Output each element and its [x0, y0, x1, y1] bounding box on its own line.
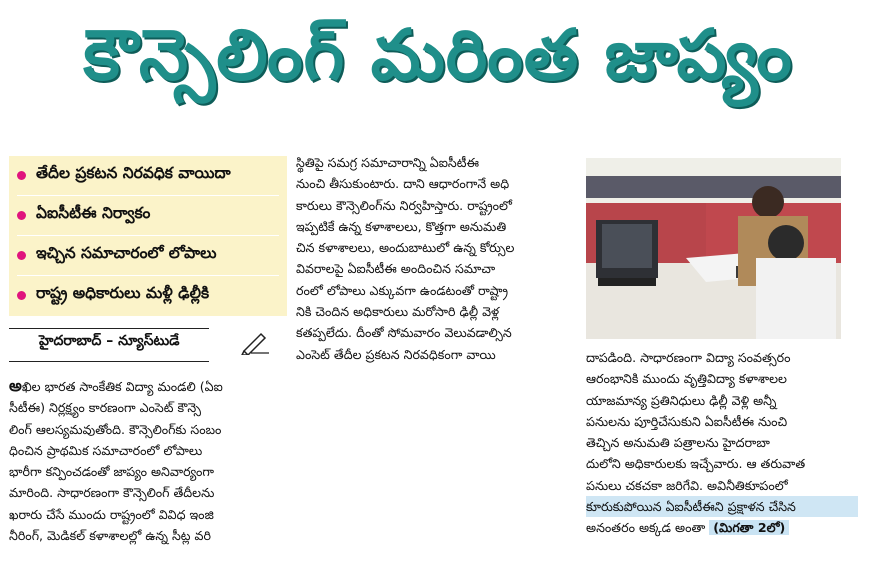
text-line: అఖిల భారత సాంకేతిక విద్యా మండలి (ఏఐ [9, 376, 223, 395]
text-line: నుంచి తీసుకుంటారు. దాని ఆధారంగానే అధి [296, 176, 510, 192]
text-line: స్థితిపై సమగ్ర సమాచారాన్ని ఏఐసీటీఈ [296, 155, 479, 170]
text-line: ఖరారు చేసే ముందు రాష్ట్రంలో వివిధ ఇంజి [9, 506, 214, 522]
text-line-highlighted: కూరుకుపోయిన ఏఐసీటీఈని ప్రక్షాళన చేసిన [586, 496, 858, 517]
text-line: దులోని అధికారులకు ఇచ్చేవారు. ఆ తరువాత [586, 456, 806, 472]
text-line: వివరాలపై ఏఐసీటీఈ అందించిన సమాచా [296, 261, 496, 277]
text-line: నీరింగ్, మెడికల్ కళాశాలల్లో ఉన్న సీట్ల వరి [9, 528, 211, 544]
text-line: ధించిన ప్రాథమిక సమాచారంలో లోపాలు [9, 442, 203, 458]
bullet-dot-icon [17, 171, 26, 180]
text-line: ఆరంభానికి ముందు వృత్తివిద్యా కళాశాలల [586, 371, 787, 387]
bullet-dot-icon [17, 251, 26, 260]
highlight-text: రాష్ట్ర అధికారులు మళ్లీ ఢిల్లీకి [36, 284, 210, 302]
highlight-item [17, 278, 209, 312]
headline: కౌన్సెలింగ్ మరింత జాప్యం [83, 13, 793, 96]
pen-icon [241, 329, 271, 355]
highlight-text: ఇచ్చిన సమాచారంలో లోపాలు [36, 244, 217, 262]
text-line: యాజమాన్య ప్రతినిధులు ఢిల్లీ వెళ్లి అన్నీ [586, 392, 777, 408]
highlight-item [17, 238, 216, 272]
text-line: కతప్పలేదు. దీంతో సోమవారం వెలువడాల్సిన [296, 325, 512, 341]
news-photo [586, 158, 841, 339]
text-line: రంలో లోపాలు ఎక్కువగా ఉండటంతో రాష్ట్రా [296, 282, 508, 298]
text-line: దాపడింది. సాధారణంగా విద్యా సంవత్సరం [586, 350, 791, 365]
highlights-box [9, 156, 287, 316]
text-line: పనులు చకచకా జరిగేవి. అవినీతికూపంలో [586, 477, 788, 493]
divider [17, 235, 279, 236]
dateline-text: హైదరాబాద్ – న్యూస్‌టుడే [39, 333, 180, 349]
text-line: పనులను పూర్తిచేసుకుని ఏఐసీటీఈ నుంచి [586, 413, 788, 429]
text-line: లింగ్ ఆలస్యమవుతోంది. కౌన్సెలింగ్‌కు సంబం [9, 421, 222, 437]
divider [17, 275, 279, 276]
continued-on-page-2-link[interactable]: (మిగతా 2లో) [709, 520, 789, 535]
highlight-text: తేదీల ప్రకటన నిరవధిక వాయిదా [36, 164, 231, 182]
text-line: భారీగా కన్పించడంతో జాప్యం అనివార్యంగా [9, 464, 215, 480]
highlight-item [17, 158, 231, 192]
text-line: తెచ్చిన అనుమతి పత్రాలను హైదరాబా [586, 435, 770, 451]
students-at-computer-photo [586, 158, 841, 339]
dateline [9, 329, 271, 359]
drop-cap: అ [9, 376, 22, 395]
article-column-1 [9, 375, 281, 546]
article-column-2 [296, 152, 568, 365]
text-line: ఇప్పటికే ఉన్న కళాశాలలు, కొత్తగా అనుమతి [296, 218, 507, 234]
bullet-dot-icon [17, 291, 26, 300]
bullet-dot-icon [17, 211, 26, 220]
text-line-prefix: అనంతరం అక్కడ అంతా [586, 520, 706, 536]
dateline-rule-bottom [9, 361, 209, 362]
text-line: చిన కళాశాలలు, అందుబాటులో ఉన్న కోర్సుల [296, 240, 515, 256]
divider [17, 195, 279, 196]
text-line: మారింది. సాధారణంగా కౌన్సెలింగ్ తేదీలను [9, 485, 215, 501]
text-line: కారులు కౌన్సెలింగ్‌ను నిర్వహిస్తారు. రాష్ట్రంలో [296, 197, 513, 213]
article-column-3 [586, 347, 858, 539]
highlight-item [17, 198, 150, 232]
text-line: సీటీఈ) నిర్లక్ష్యం కారణంగా ఎంసెట్ కౌన్సె [9, 400, 202, 416]
text-line [586, 517, 858, 538]
text-line: నికి చెందిన అధికారులు మరోసారి ఢిల్లీ వెళ్ల [296, 304, 500, 320]
text-line: ఎంసెట్ తేదీల ప్రకటన నిరవధికంగా వాయి [296, 346, 496, 362]
highlight-text: ఏఐసీటీఈ నిర్వాకం [36, 204, 151, 222]
